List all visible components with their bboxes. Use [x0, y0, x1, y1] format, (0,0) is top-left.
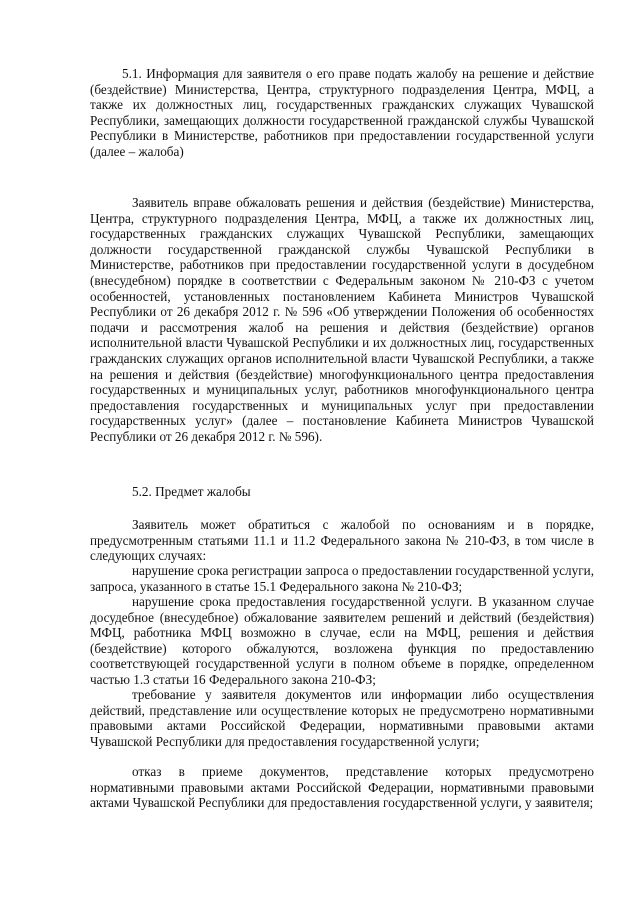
list-item: нарушение срока предоставления государственной услуги. В указанном случае досудебное (внесудебное) обжалование заявителем решений и действий (бездействия) МФЦ, работника МФЦ возможно в случае, если на МФЦ, решения и действия (бездействие) которого обжалуются, возложена функция по предоставлению соответствующей государственной услуги в полном объеме в порядке, определенном частью 1.3 статьи 16 Федерального закона 210-ФЗ;	[90, 594, 594, 687]
section-5-2-heading: 5.2. Предмет жалобы	[132, 484, 251, 499]
section-5-1-body: Заявитель вправе обжаловать решения и действия (бездействие) Министерства, Центра, структурного подразделения Центра, МФЦ, а также их должностных лиц, государственных гражданских служащих Чувашской Республики, замещающих должности государственной гражданской службы Чувашской Республики в Министерстве, работников при предоставлении государственной услуги в досудебном (внесудебном) порядке в соответствии с Федеральным законом № 210-ФЗ с учетом особенностей, установленных постановлением Кабинета Министров Чувашской Республики от 26 декабря 2012 г. № 596 «Об утверждении Положения об особенностях подачи и рассмотрения жалоб на решения и действия (бездействие) органов исполнительной власти Чувашской Республики и их должностных лиц, государственных гражданских служащих органов исполнительной власти Чувашской Республики, а также на решения и действия (бездействие) многофункционального центра предоставления государственных и муниципальных услуг, работников многофункционального центра предоставления государственных и муниципальных услуг при предоставлении государственных услуг» (далее – постановление Кабинета Министров Чувашской Республики от 26 декабря 2012 г. № 596).	[90, 195, 594, 444]
list-item: отказ в приеме документов, представление которых предусмотрено нормативными правовыми актами Российской Федерации, нормативными правовыми актами Чувашской Республики для предоставления государственной услуги, у заявителя;	[90, 764, 594, 811]
list-item: требование у заявителя документов или информации либо осуществления действий, представление или осуществление которых не предусмотрено нормативными правовыми актами Российской Федерации, нормативными правовыми актами Чувашской Республики для предоставления государственной услуги;	[90, 687, 594, 749]
list-item: нарушение срока регистрации запроса о предоставлении государственной услуги, запроса, указанного в статье 15.1 Федерального закона № 210-ФЗ;	[90, 563, 594, 594]
section-5-1-heading: 5.1. Информация для заявителя о его праве подать жалобу на решение и действие (бездействие) Министерства, Центра, структурного подразделения Центра, МФЦ, а также их должностных лиц, государственных гражданских служащих Чувашской Республики, замещающих должности государственной гражданской службы Чувашской Республики в Министерстве, работников при предоставлении государственной услуги (далее – жалоба)	[90, 66, 594, 159]
section-5-2-intro: Заявитель может обратиться с жалобой по основаниям и в порядке, предусмотренным статьями 11.1 и 11.2 Федерального закона № 210-ФЗ, в том числе в следующих случаях:	[90, 517, 594, 564]
